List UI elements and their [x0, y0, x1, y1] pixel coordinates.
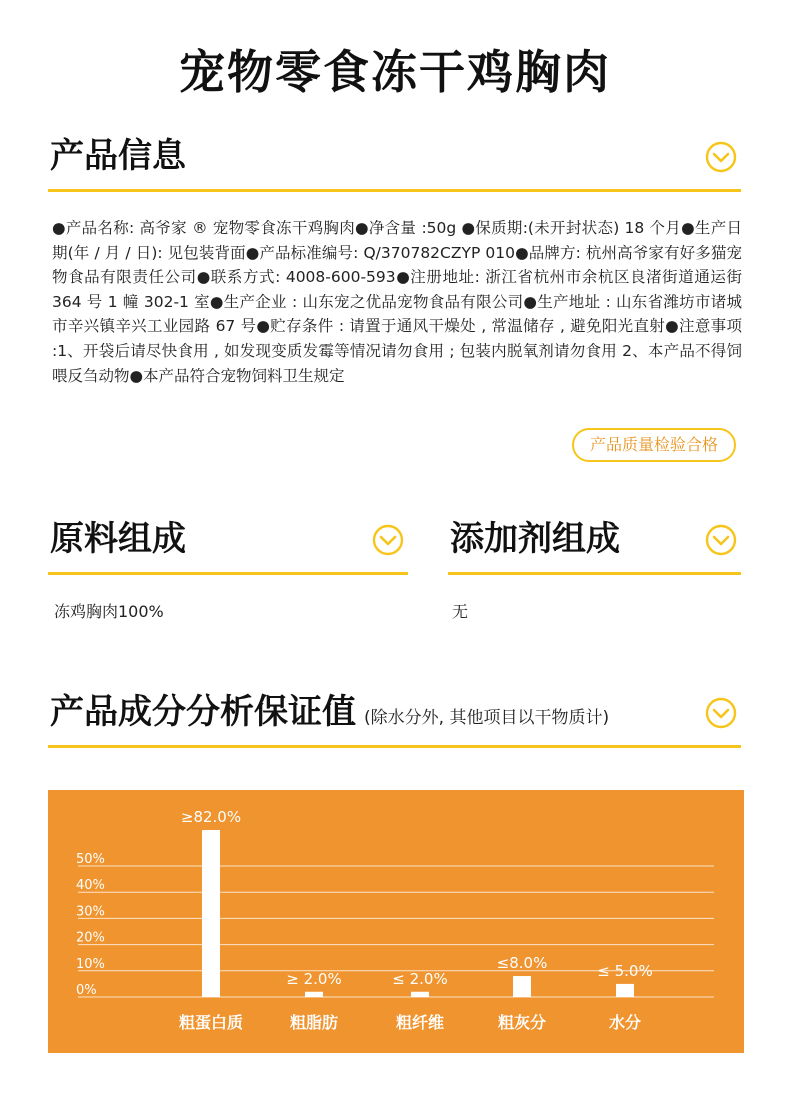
bar-粗脂肪	[305, 992, 323, 997]
bar-粗灰分	[513, 976, 531, 997]
bar-data-label: ≥82.0%	[180, 808, 242, 826]
x-category-label: 粗纤维	[395, 1013, 445, 1032]
additives-heading: 添加剂组成	[450, 519, 620, 559]
ingredients-text: 冻鸡胸肉100%	[54, 602, 164, 621]
bar-粗纤维	[411, 992, 429, 997]
product-info-heading: 产品信息	[50, 136, 186, 176]
additives-text: 无	[452, 602, 469, 621]
ingredients-header	[48, 515, 408, 575]
chevron-down-icon[interactable]	[705, 697, 737, 729]
nutrient-bar-chart	[48, 790, 744, 1053]
analysis-heading-text: 产品成分分析保证值	[50, 692, 356, 732]
page-title: 宠物零食冻干鸡胸肉	[179, 45, 611, 99]
x-category-label: 粗脂肪	[289, 1013, 339, 1032]
y-tick-label: 30%	[76, 904, 105, 920]
additives-header	[448, 515, 741, 575]
product-info-text: ●产品名称: 高爷家 ® 宠物零食冻干鸡胸肉●净含量 :50g ●保质期:(未开封状态) 18 个月●生产日期(年 / 月 / 日): 见包装背面●产品标准编号: Q/370782CZYP 010●品牌方: 杭州高爷家有好多猫宠物食品有限责任公司●联系方式: 4008-600-593●注册地址: 浙江省杭州市余杭区良渚街道通运街 364 号 1 幢 302-1 室●生产企业 : 山东宠之优品宠物食品有限公司●生产地址 : 山东省潍坊市诸城市辛兴镇辛兴工业园路 67 号●贮存条件 : 请置于通风干燥处 , 常温储存 , 避免阳光直射●注意事项 :1、开袋后请尽快食用 , 如发现变质发霉等情况请勿食用 ; 包装内脱氧剂请勿食用 2、本产品不得饲喂反刍动物●本产品符合宠物饲料卫生规定	[52, 219, 742, 385]
x-category-label: 水分	[608, 1013, 642, 1032]
y-tick-label: 20%	[76, 930, 105, 946]
bar-data-label: ≤ 5.0%	[597, 961, 653, 980]
y-tick-label: 0%	[76, 983, 97, 998]
quality-badge: 产品质量检验合格	[572, 428, 736, 462]
product-info-header	[48, 132, 741, 192]
analysis-subheading: (除水分外, 其他项目以干物质计)	[364, 708, 610, 728]
chevron-down-icon[interactable]	[372, 524, 404, 556]
bar-粗蛋白质	[202, 830, 220, 997]
chevron-down-icon[interactable]	[705, 141, 737, 173]
chevron-down-icon[interactable]	[705, 524, 737, 556]
analysis-heading	[50, 684, 609, 733]
bar-水分	[616, 984, 634, 997]
x-category-label: 粗灰分	[497, 1013, 547, 1032]
bar-data-label: ≤ 2.0%	[392, 969, 448, 988]
bar-data-label: ≥ 2.0%	[286, 969, 342, 988]
x-category-label: 粗蛋白质	[178, 1013, 244, 1032]
analysis-header	[48, 688, 741, 748]
y-tick-label: 50%	[76, 852, 105, 867]
bar-data-label: ≤8.0%	[496, 954, 548, 973]
y-tick-label: 40%	[76, 878, 105, 894]
y-tick-label: 10%	[76, 956, 105, 972]
nutrient-chart-panel	[48, 790, 744, 1053]
ingredients-heading: 原料组成	[50, 519, 186, 559]
